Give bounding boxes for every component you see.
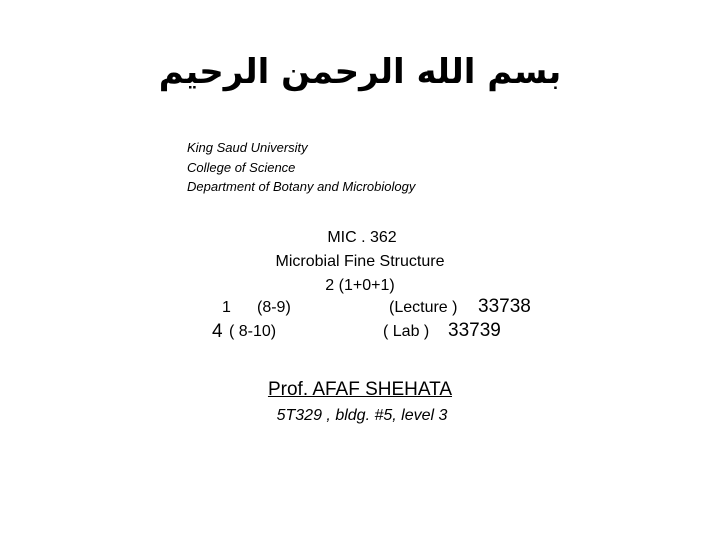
lecture-label: (Lecture )	[389, 299, 458, 316]
university-name: King Saud University	[187, 140, 308, 155]
lecture-number: 1	[222, 299, 231, 316]
lab-label: ( Lab )	[383, 323, 430, 340]
lecture-time: (8-9)	[257, 299, 291, 316]
lecture-section-code: 33738	[478, 296, 531, 317]
lab-number: 4	[212, 321, 223, 342]
instructor-name: Prof. AFAF SHEHATA	[267, 379, 453, 400]
lab-section-code: 33739	[448, 320, 501, 341]
college-name: College of Science	[187, 160, 296, 175]
course-title: Microbial Fine Structure	[275, 253, 445, 270]
instructor-office: 5T329 , bldg. #5, level 3	[276, 407, 448, 424]
course-code: MIC . 362	[327, 229, 397, 246]
course-credits: 2 (1+0+1)	[325, 277, 395, 294]
basmala-heading: بسم الله الرحمن الرحيم	[158, 52, 562, 92]
lab-time: ( 8-10)	[229, 323, 277, 340]
department-name: Department of Botany and Microbiology	[187, 179, 416, 194]
